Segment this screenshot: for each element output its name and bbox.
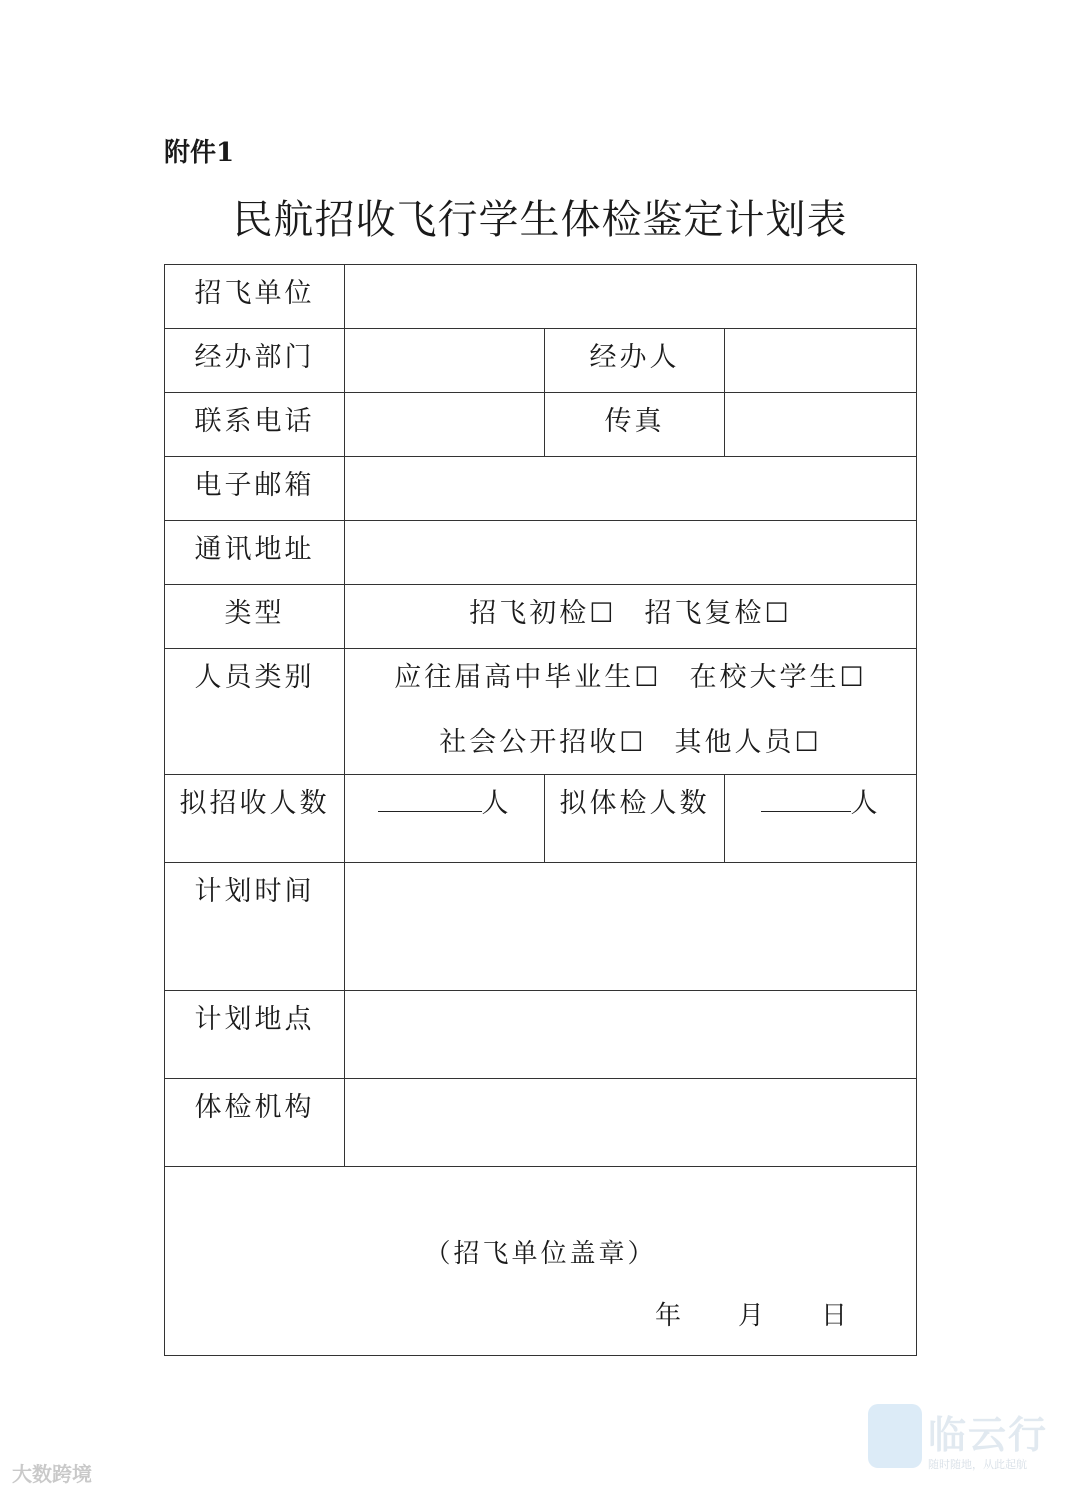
row-seal bbox=[165, 1167, 917, 1356]
field-plan-location[interactable] bbox=[345, 991, 917, 1079]
label-address: 通讯地址 bbox=[165, 521, 345, 585]
row-counts bbox=[165, 775, 917, 863]
type-option-recheck[interactable]: 招飞复检☐ bbox=[644, 598, 792, 629]
label-unit: 招飞单位 bbox=[165, 265, 345, 329]
row-department bbox=[165, 329, 917, 393]
planned-exams-unit: 人 bbox=[850, 788, 881, 819]
row-type bbox=[165, 585, 917, 649]
personnel-option-other[interactable]: 其他人员☐ bbox=[674, 727, 822, 758]
field-handler[interactable] bbox=[725, 329, 917, 393]
field-plan-time[interactable] bbox=[345, 863, 917, 991]
label-planned-exams: 拟体检人数 bbox=[545, 775, 725, 863]
label-phone: 联系电话 bbox=[165, 393, 345, 457]
label-exam-institution: 体检机构 bbox=[165, 1079, 345, 1167]
row-address bbox=[165, 521, 917, 585]
row-unit bbox=[165, 265, 917, 329]
attachment-label: 附件1 bbox=[164, 138, 235, 168]
label-type: 类型 bbox=[165, 585, 345, 649]
row-email bbox=[165, 457, 917, 521]
date-year: 年 bbox=[655, 1301, 685, 1331]
field-phone[interactable] bbox=[345, 393, 545, 457]
row-personnel bbox=[165, 649, 917, 775]
field-planned-recruits bbox=[345, 775, 545, 863]
plan-form-table bbox=[164, 264, 917, 1356]
watermark-right-sub: 随时随地，从此起航 bbox=[928, 1458, 1027, 1471]
field-personnel bbox=[345, 649, 917, 775]
seal-date bbox=[655, 1295, 904, 1332]
watermark-left: 大数跨境 bbox=[12, 1462, 92, 1486]
personnel-option-highschool[interactable]: 应往届高中毕业生☐ bbox=[394, 662, 662, 693]
date-day: 日 bbox=[821, 1301, 851, 1331]
planned-exams-blank[interactable] bbox=[761, 787, 851, 812]
watermark-right: 临云行 bbox=[928, 1413, 1049, 1457]
label-personnel: 人员类别 bbox=[165, 649, 345, 775]
field-address[interactable] bbox=[345, 521, 917, 585]
personnel-option-public[interactable]: 社会公开招收☐ bbox=[439, 727, 647, 758]
row-plan-location bbox=[165, 991, 917, 1079]
field-fax[interactable] bbox=[725, 393, 917, 457]
label-department: 经办部门 bbox=[165, 329, 345, 393]
field-type bbox=[345, 585, 917, 649]
field-exam-institution[interactable] bbox=[345, 1079, 917, 1167]
label-email: 电子邮箱 bbox=[165, 457, 345, 521]
planned-recruits-blank[interactable] bbox=[378, 787, 482, 812]
label-plan-time: 计划时间 bbox=[165, 863, 345, 991]
row-plan-time bbox=[165, 863, 917, 991]
document-title: 民航招收飞行学生体检鉴定计划表 bbox=[232, 197, 848, 243]
planned-recruits-unit: 人 bbox=[481, 788, 512, 819]
date-month: 月 bbox=[738, 1301, 768, 1331]
field-unit[interactable] bbox=[345, 265, 917, 329]
personnel-option-university[interactable]: 在校大学生☐ bbox=[689, 662, 867, 693]
label-fax: 传真 bbox=[545, 393, 725, 457]
label-planned-recruits: 拟招收人数 bbox=[165, 775, 345, 863]
label-handler: 经办人 bbox=[545, 329, 725, 393]
field-planned-exams bbox=[725, 775, 917, 863]
type-option-initial[interactable]: 招飞初检☐ bbox=[469, 598, 617, 629]
seal-text: （招飞单位盖章） bbox=[424, 1239, 657, 1269]
label-plan-location: 计划地点 bbox=[165, 991, 345, 1079]
field-department[interactable] bbox=[345, 329, 545, 393]
seal-cell bbox=[165, 1167, 917, 1356]
row-phone bbox=[165, 393, 917, 457]
plane-logo-icon bbox=[868, 1404, 922, 1468]
field-email[interactable] bbox=[345, 457, 917, 521]
row-exam-institution bbox=[165, 1079, 917, 1167]
